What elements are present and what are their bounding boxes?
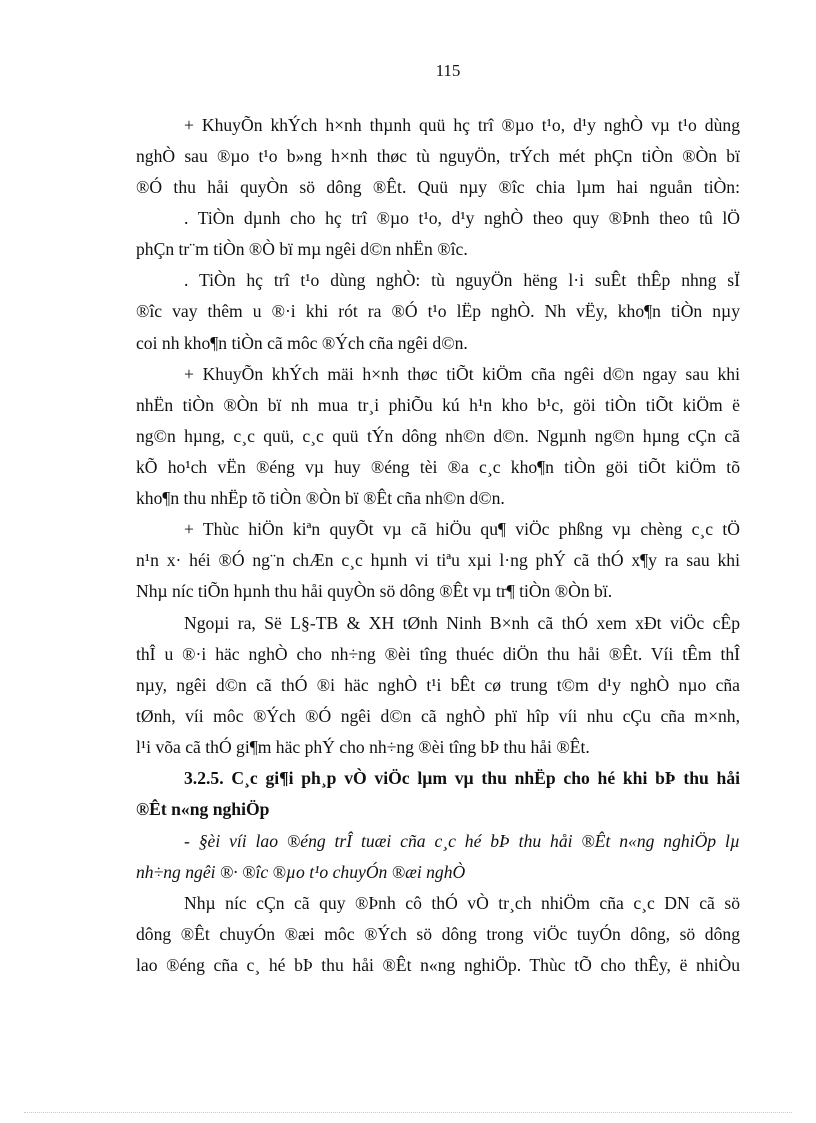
subheading: - §èi víi lao ®éng trÎ tuæi cña c¸c hé bÞ thu håi ®Êt n«ng nghiÖp lµ <box>184 831 740 851</box>
text-line: coi nh kho¶n tiÒn cã môc ®Ých cña ngêi d©n. <box>136 333 468 353</box>
text-line: dông ®Êt chuyÓn ®æi môc ®Ých sö dông trong viÖc tuyÓn dông, sö dông <box>136 924 740 944</box>
text-line: nghÒ sau ®µo t¹o b»ng h×nh thøc tù nguyÖn, trÝch mét phÇn tiÒn ®Òn bï <box>136 146 740 166</box>
text-line: . TiÒn dµnh cho hç trî ®µo t¹o, d¹y nghÒ theo quy ®Þnh theo tû lÖ <box>184 208 740 228</box>
text-line: Nhµ níc cÇn cã quy ®Þnh cô thÓ vÒ tr¸ch nhiÖm cña c¸c DN cã sö <box>184 893 740 913</box>
text-line: lao ®éng cña c¸ hé bÞ thu håi ®Êt n«ng nghiÖp. Thùc tÕ cho thÊy, ë nhiÒu <box>136 955 740 975</box>
text-line: ®Ó thu håi quyÒn sö dông ®Êt. Quü nµy ®îc chia lµm hai nguån tiÒn: <box>136 177 740 197</box>
text-line: l¹i võa cã thÓ gi¶m häc phÝ cho nh÷ng ®èi tîng bÞ thu håi ®Êt. <box>136 737 590 757</box>
page-bottom-rule <box>24 1112 792 1113</box>
text-line: tØnh, víi môc ®Ých ®Ó ngêi d©n cã nghÒ phï hîp víi nhu cÇu cña m×nh, <box>136 706 740 726</box>
text-line: Nhµ níc tiÕn hµnh thu håi quyÒn sö dông ®Êt vµ tr¶ tiÒn ®Òn bï. <box>136 581 613 601</box>
text-line: ®îc vay thêm u ®·i khi rót ra ®Ó t¹o lËp nghÒ. Nh vËy, kho¶n tiÒn nµy <box>136 301 740 321</box>
text-line: n¹n x· héi ®Ó ng¨n chÆn c¸c hµnh vi tiªu xµi l·ng phÝ cã thÓ x¶y ra sau khi <box>136 550 740 570</box>
subheading-continued: nh÷ng ngêi ®· ®îc ®µo t¹o chuyÓn ®æi nghÒ <box>136 862 466 882</box>
text-line: + Thùc hiÖn kiªn quyÕt vµ cã hiÖu qu¶ viÖc phßng vµ chèng c¸c tÖ <box>184 519 740 539</box>
text-line: kho¶n thu nhËp tõ tiÒn ®Òn bï ®Êt cña nh©n d©n. <box>136 488 505 508</box>
text-line: nµy, ngêi d©n cã thÓ ®i häc nghÒ t¹i bÊt cø trung t©m d¹y nghÒ nµo cña <box>136 675 740 695</box>
text-line: phÇn tr¨m tiÒn ®Ò bï mµ ngêi d©n nhËn ®îc. <box>136 239 468 259</box>
text-line: . TiÒn hç trî t¹o dùng nghÒ: tù nguyÖn hëng l·i suÊt thÊp nhng sÏ <box>184 270 740 290</box>
page-number: 115 <box>435 61 461 80</box>
text-line: kÕ ho¹ch vËn ®éng vµ huy ®éng tèi ®a c¸c kho¶n tiÒn göi tiÕt kiÖm tõ <box>136 457 740 477</box>
text-line: + KhuyÕn khÝch h×nh thµnh quü hç trî ®µo t¹o, d¹y nghÒ vµ t¹o dùng <box>184 115 740 135</box>
section-heading-continued: ®Êt n«ng nghiÖp <box>136 799 270 819</box>
section-heading: 3.2.5. C¸c gi¶i ph¸p vÒ viÖc lµm vµ thu nhËp cho hé khi bÞ thu håi <box>184 768 740 788</box>
text-line: + KhuyÕn khÝch mäi h×nh thøc tiÕt kiÖm cña ngêi d©n ngay sau khi <box>184 364 740 384</box>
text-line: thÎ u ®·i häc nghÒ cho nh÷ng ®èi tîng thuéc diÖn thu håi ®Êt. Víi tÊm thÎ <box>136 644 740 664</box>
text-line: ng©n hµng, c¸c quü, c¸c quü tÝn dông nh©n d©n. Ngµnh ng©n hµng cÇn cã <box>136 426 740 446</box>
text-line: Ngoµi ra, Së L§-TB & XH tØnh Ninh B×nh cã thÓ xem xÐt viÖc cÊp <box>184 613 740 633</box>
text-line: nhËn tiÒn ®Òn bï nh mua tr¸i phiÕu kú h¹n kho b¹c, göi tiÒn tiÕt kiÖm ë <box>136 395 740 415</box>
